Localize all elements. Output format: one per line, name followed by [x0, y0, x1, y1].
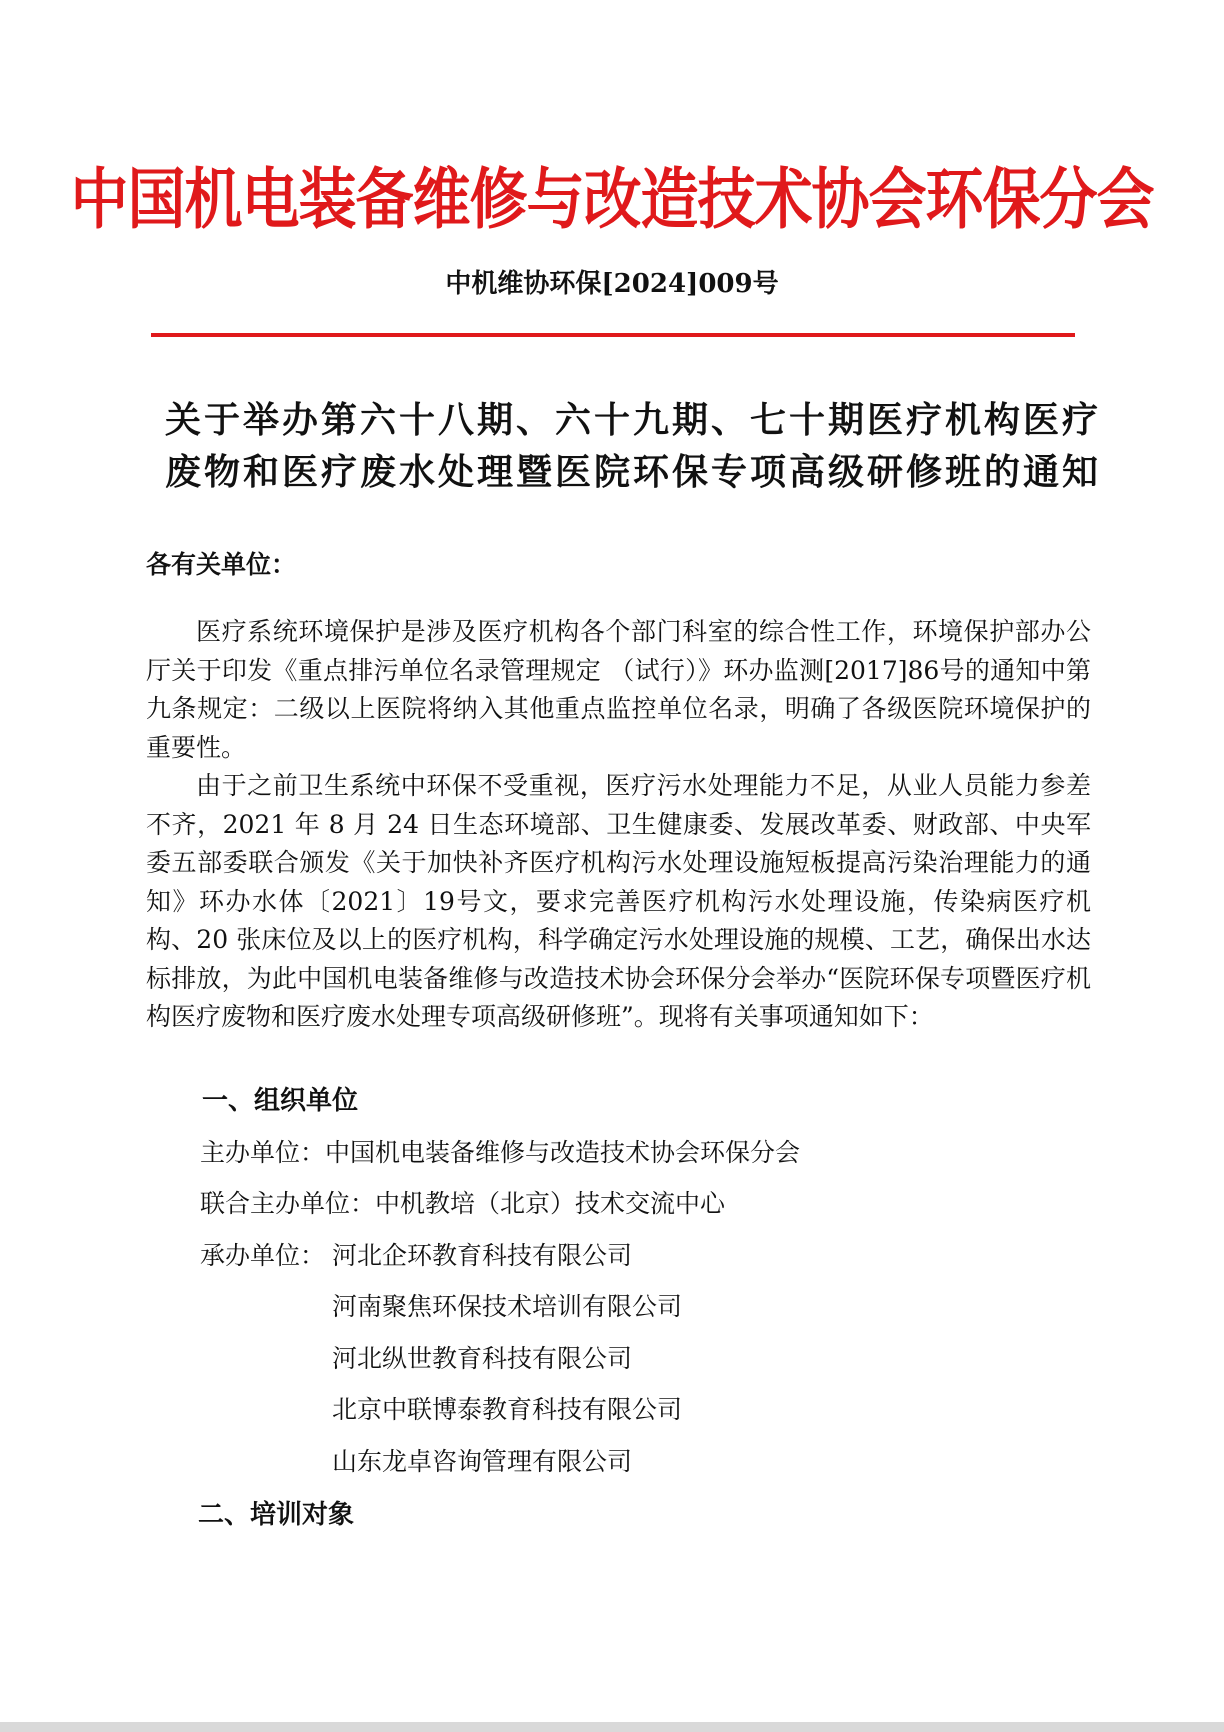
organizer-item: 河北纵世教育科技有限公司: [332, 1344, 633, 1373]
organization-letterhead: 中国机电装备维修与改造技术协会环保分会: [70, 160, 1154, 239]
organizer-item: 山东龙卓咨询管理有限公司: [332, 1447, 633, 1476]
co-host-unit: 联合主办单位：中机教培（北京）技术交流中心: [200, 1189, 726, 1218]
notice-title: [165, 394, 1102, 498]
section-heading-trainees: 二、培训对象: [198, 1500, 355, 1530]
section-heading-organizers: 一、组织单位: [202, 1086, 359, 1116]
notice-title-line-2: 废物和医疗废水处理暨医院环保专项高级研修班的通知: [165, 451, 1102, 493]
organizer-item: 北京中联博泰教育科技有限公司: [332, 1395, 683, 1424]
letterhead-divider: [151, 333, 1075, 337]
organizer-item: 河南聚焦环保技术培训有限公司: [332, 1292, 683, 1321]
body-paragraph-2: 由于之前卫生系统中环保不受重视，医疗污水处理能力不足，从业人员能力参差不齐，2021 年 8 月 24 日生态环境部、卫生健康委、发展改革委、财政部、中央军委五部委联合颁发《关于加快补齐医疗机构污水处理设施短板提高污染治理能力的通知》环办水体〔2021〕19号文，要求完善医疗机构污水处理设施，传染病医疗机构、20 张床位及以上的医疗机构，科学确定污水处理设施的规模、工艺，确保出水达标排放，为此中国机电装备维修与改造技术协会环保分会举办“医院环保专项暨医疗机构医疗废物和医疗废水处理专项高级研修班”。现将有关事项通知如下：: [146, 771, 1091, 1031]
page-bottom-edge: [0, 1722, 1224, 1732]
notice-title-line-1: 关于举办第六十八期、六十九期、七十期医疗机构医疗: [165, 399, 1102, 441]
notice-body: [146, 613, 1091, 1037]
body-paragraph-1: 医疗系统环境保护是涉及医疗机构各个部门科室的综合性工作，环境保护部办公厅关于印发《重点排污单位名录管理规定 （试行）》环办监测[2017]86号的通知中第九条规定：二级以上医院将纳入其他重点监控单位名录，明确了各级医院环境保护的重要性。: [146, 617, 1091, 762]
document-number: 中机维协环保[2024]009号: [445, 269, 779, 299]
host-unit: 主办单位：中国机电装备维修与改造技术协会环保分会: [200, 1138, 801, 1167]
organizer-item: 河北企环教育科技有限公司: [332, 1241, 633, 1270]
organizer-label: 承办单位：: [200, 1241, 326, 1270]
salutation: 各有关单位：: [146, 550, 297, 579]
